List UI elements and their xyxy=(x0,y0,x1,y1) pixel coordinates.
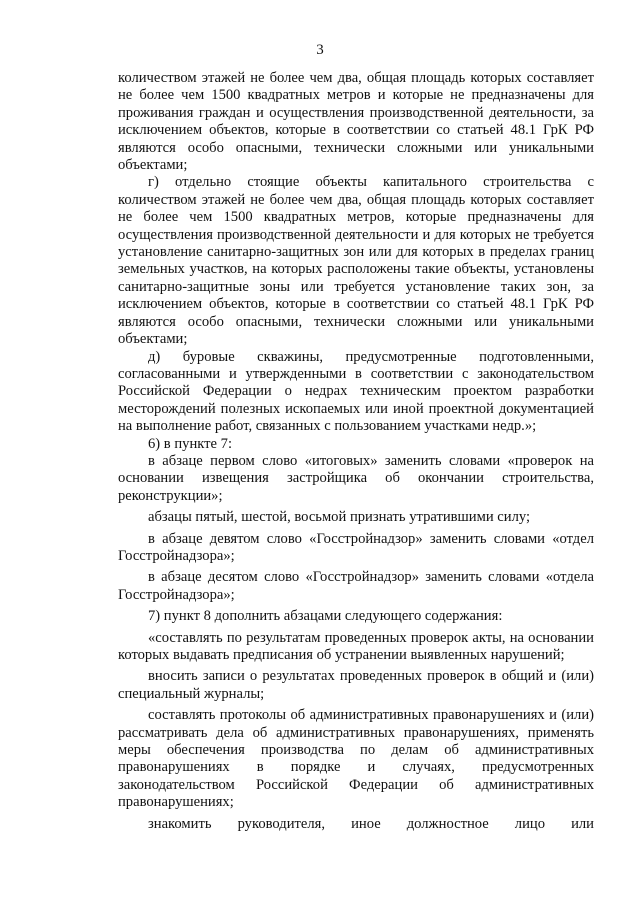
paragraph-item-g: г) отдельно стоящие объекты капитального строительства с количеством этажей не более чем два, общая площадь которых составляет не более чем 1500 квадратных метров, которые предназначены для осуществления производственной деятельности и для которых не требуется установление санитарно-защитных зон или для которых в пределах границ земельных участков, на которых расположены такие объекты, установлены санитарно-защитные зоны или требуется установление таких зон, за исключением объектов, которые в соответствии со статьей 48.1 ГрК РФ являются особо опасными, технически сложными или уникальными объектами; xyxy=(118,174,594,348)
paragraph-journal: вносить записи о результатах проведенных проверок в общий и (или) специальный журналы; xyxy=(118,668,594,702)
paragraph-familiarize: знакомить руководителя, иное должностное лицо или xyxy=(148,815,594,832)
paragraph-amend-tenth: в абзаце десятом слово «Госстройнадзор» заменить словами «отдела Госстройнадзора»; xyxy=(118,569,594,603)
document-body xyxy=(118,70,594,833)
paragraph-amend-first: в абзаце первом слово «итоговых» заменить словами «проверок на основании извещения застройщика об окончании строительства, реконструкции»; xyxy=(118,452,594,504)
paragraph-continuation: количеством этажей не более чем два, общая площадь которых составляет не более чем 1500 квадратных метров и которые не предназначены для проживания граждан и осуществления производственной деятельности, за исключением объектов, которые в соответствии со статьей 48.1 ГрК РФ являются особо опасными, технически сложными или уникальными объектами; xyxy=(118,70,594,174)
paragraph-point-6: 6) в пункте 7: xyxy=(148,435,233,452)
paragraph-item-d: д) буровые скважины, предусмотренные подготовленными, согласованными и утвержденными в соответствии с законодательством Российской Федерации о недрах техническим проектом разработки месторождений полезных ископаемых или иной проектной документацией на выполнение работ, связанных с пользованием участками недр.»; xyxy=(118,348,594,435)
paragraph-point-7: 7) пункт 8 дополнить абзацами следующего содержания: xyxy=(148,608,503,625)
paragraph-amend-ninth: в абзаце девятом слово «Госстройнадзор» заменить словами «отдел Госстройнадзора»; xyxy=(118,530,594,564)
paragraph-protocols: составлять протоколы об административных правонарушениях и (или) рассматривать дела об административных правонарушениях, применять меры обеспечения производства по делам об административных правонарушениях в порядке и случаях, предусмотренных законодательством Российской Федерации об административных правонарушениях; xyxy=(118,707,594,811)
paragraph-invalidate: абзацы пятый, шестой, восьмой признать утратившими силу; xyxy=(148,509,531,526)
page-number: 3 xyxy=(316,42,324,58)
paragraph-acts: «составлять по результатам проведенных проверок акты, на основании которых выдавать предписания об устранении выявленных нарушений; xyxy=(118,629,594,663)
